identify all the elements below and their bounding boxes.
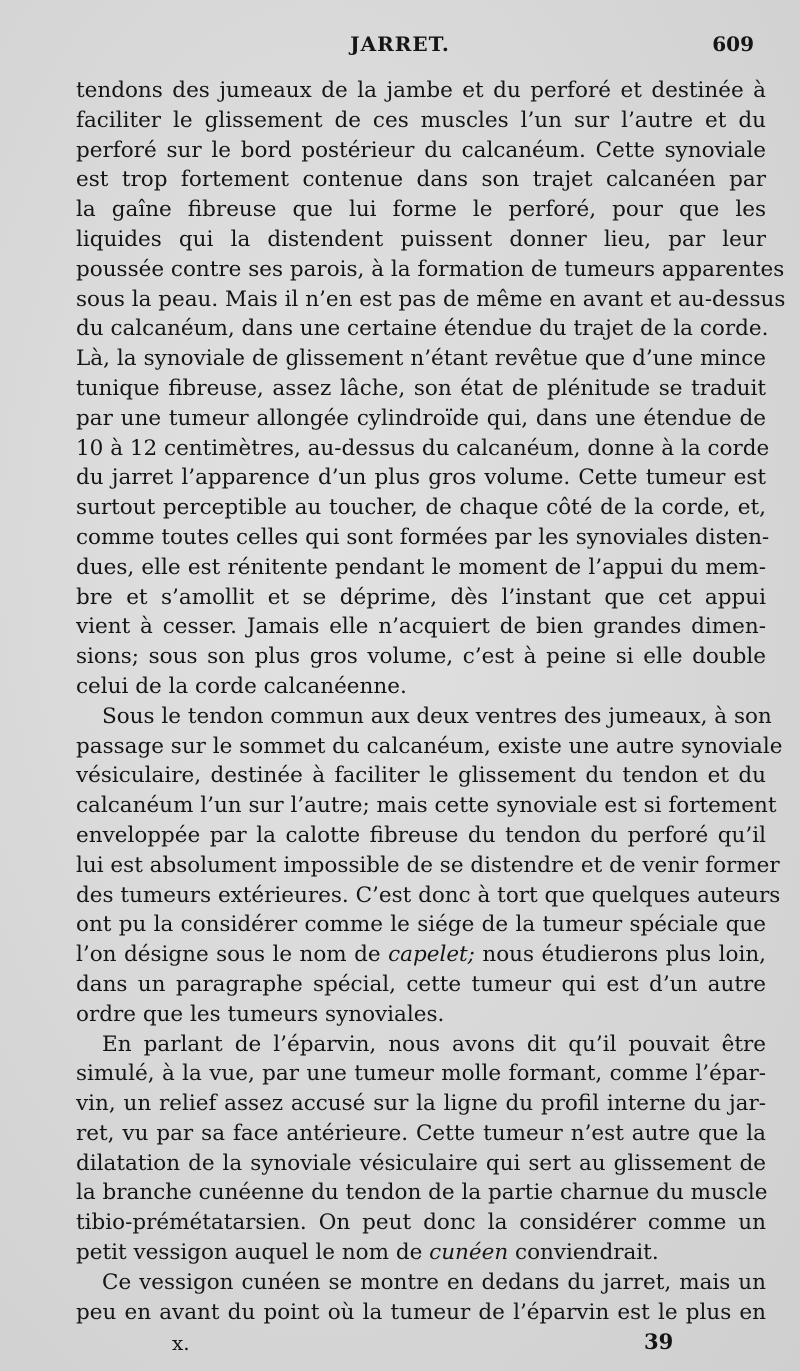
text-line: ont pu la considérer comme le siége de la tumeur spéciale que bbox=[76, 912, 766, 938]
text-line: dans un paragraphe spécial, cette tumeur qui est d’un autre bbox=[76, 971, 766, 997]
text-line: est trop fortement contenue dans son trajet calcanéen par bbox=[76, 167, 766, 193]
text-line: la branche cunéenne du tendon de la partie charnue du muscle bbox=[76, 1180, 768, 1206]
text-line: faciliter le glissement de ces muscles l’un sur l’autre et du bbox=[76, 107, 766, 133]
text-line: des tumeurs extérieures. C’est donc à tort que quelques auteurs bbox=[76, 882, 781, 908]
text-line: Sous le tendon commun aux deux ventres des jumeaux, à son bbox=[102, 703, 772, 729]
text-line: poussée contre ses parois, à la formation de tumeurs apparentes bbox=[76, 256, 785, 282]
signature-mark: x. bbox=[172, 1331, 190, 1355]
text-line: comme toutes celles qui sont formées par les synoviales disten- bbox=[76, 524, 770, 550]
text-segment: petit vessigon auquel le nom de bbox=[76, 1240, 430, 1266]
text-line: ret, vu par sa face antérieure. Cette tumeur n’est autre que la bbox=[76, 1120, 766, 1146]
text-line: Ce vessigon cunéen se montre en dedans du jarret, mais un bbox=[102, 1269, 766, 1295]
text-line: du calcanéum, dans une certaine étendue du trajet de la corde. bbox=[76, 316, 769, 342]
text-line: passage sur le sommet du calcanéum, existe une autre synoviale bbox=[76, 733, 783, 759]
italic-term: cunéen bbox=[429, 1240, 509, 1266]
text-segment: l’on désigne sous le nom de bbox=[76, 942, 389, 968]
italic-term: capelet; bbox=[388, 942, 475, 968]
text-line: celui de la corde calcanéenne. bbox=[76, 673, 407, 699]
text-line: sions; sous son plus gros volume, c’est à peine si elle double bbox=[76, 644, 766, 670]
text-line bbox=[76, 940, 766, 970]
running-title: JARRET. bbox=[350, 32, 450, 56]
running-head bbox=[0, 28, 800, 62]
text-line: du jarret l’apparence d’un plus gros volume. Cette tumeur est bbox=[76, 465, 766, 491]
text-line: En parlant de l’éparvin, nous avons dit qu’il pouvait être bbox=[102, 1031, 766, 1057]
text-line: sous la peau. Mais il n’en est pas de même en avant et au-dessus bbox=[76, 286, 786, 312]
text-line: bre et s’amollit et se déprime, dès l’instant que cet appui bbox=[76, 584, 766, 610]
page-number: 609 bbox=[712, 32, 754, 56]
text-line: vésiculaire, destinée à faciliter le glissement du tendon et du bbox=[76, 763, 766, 789]
text-line: perforé sur le bord postérieur du calcanéum. Cette synoviale bbox=[76, 137, 766, 163]
text-line: simulé, à la vue, par une tumeur molle formant, comme l’épar- bbox=[76, 1061, 766, 1087]
text-line: la gaîne fibreuse que lui forme le perforé, pour que les bbox=[76, 197, 766, 223]
text-line: lui est absolument impossible de se distendre et de venir former bbox=[76, 852, 780, 878]
text-line: tunique fibreuse, assez lâche, son état de plénitude se traduit bbox=[76, 375, 766, 401]
text-line: dues, elle est rénitente pendant le moment de l’appui du mem- bbox=[76, 554, 766, 580]
text-segment: nous étudierons plus loin, bbox=[474, 942, 766, 968]
text-line: surtout perceptible au toucher, de chaque côté de la corde, et, bbox=[76, 495, 766, 521]
text-line: dilatation de la synoviale vésiculaire qui sert au glissement de bbox=[76, 1150, 766, 1176]
text-line bbox=[76, 1238, 766, 1268]
text-line: tibio-prémétatarsien. On peut donc la considérer comme un bbox=[76, 1210, 766, 1236]
text-line: peu en avant du point où la tumeur de l’éparvin est le plus en bbox=[76, 1299, 766, 1325]
text-line: calcanéum l’un sur l’autre; mais cette synoviale est si fortement bbox=[76, 793, 777, 819]
text-line: vient à cesser. Jamais elle n’acquiert de bien grandes dimen- bbox=[76, 614, 766, 640]
sheet-number: 39 bbox=[644, 1329, 674, 1354]
text-line: enveloppée par la calotte fibreuse du tendon du perforé qu’il bbox=[76, 822, 766, 848]
text-line: vin, un relief assez accusé sur la ligne du profil interne du jar- bbox=[76, 1091, 766, 1117]
text-line: par une tumeur allongée cylindroïde qui, dans une étendue de bbox=[76, 405, 766, 431]
text-segment: conviendrait. bbox=[508, 1240, 659, 1266]
page-footer bbox=[0, 1327, 800, 1357]
body-text bbox=[76, 76, 786, 1327]
text-line: ordre que les tumeurs synoviales. bbox=[76, 1001, 445, 1027]
text-line: liquides qui la distendent puissent donner lieu, par leur bbox=[76, 226, 766, 252]
text-line: tendons des jumeaux de la jambe et du perforé et destinée à bbox=[76, 78, 766, 103]
text-line: 10 à 12 centimètres, au-dessus du calcanéum, donne à la corde bbox=[76, 435, 770, 461]
text-line: Là, la synoviale de glissement n’étant revêtue que d’une mince bbox=[76, 346, 766, 372]
